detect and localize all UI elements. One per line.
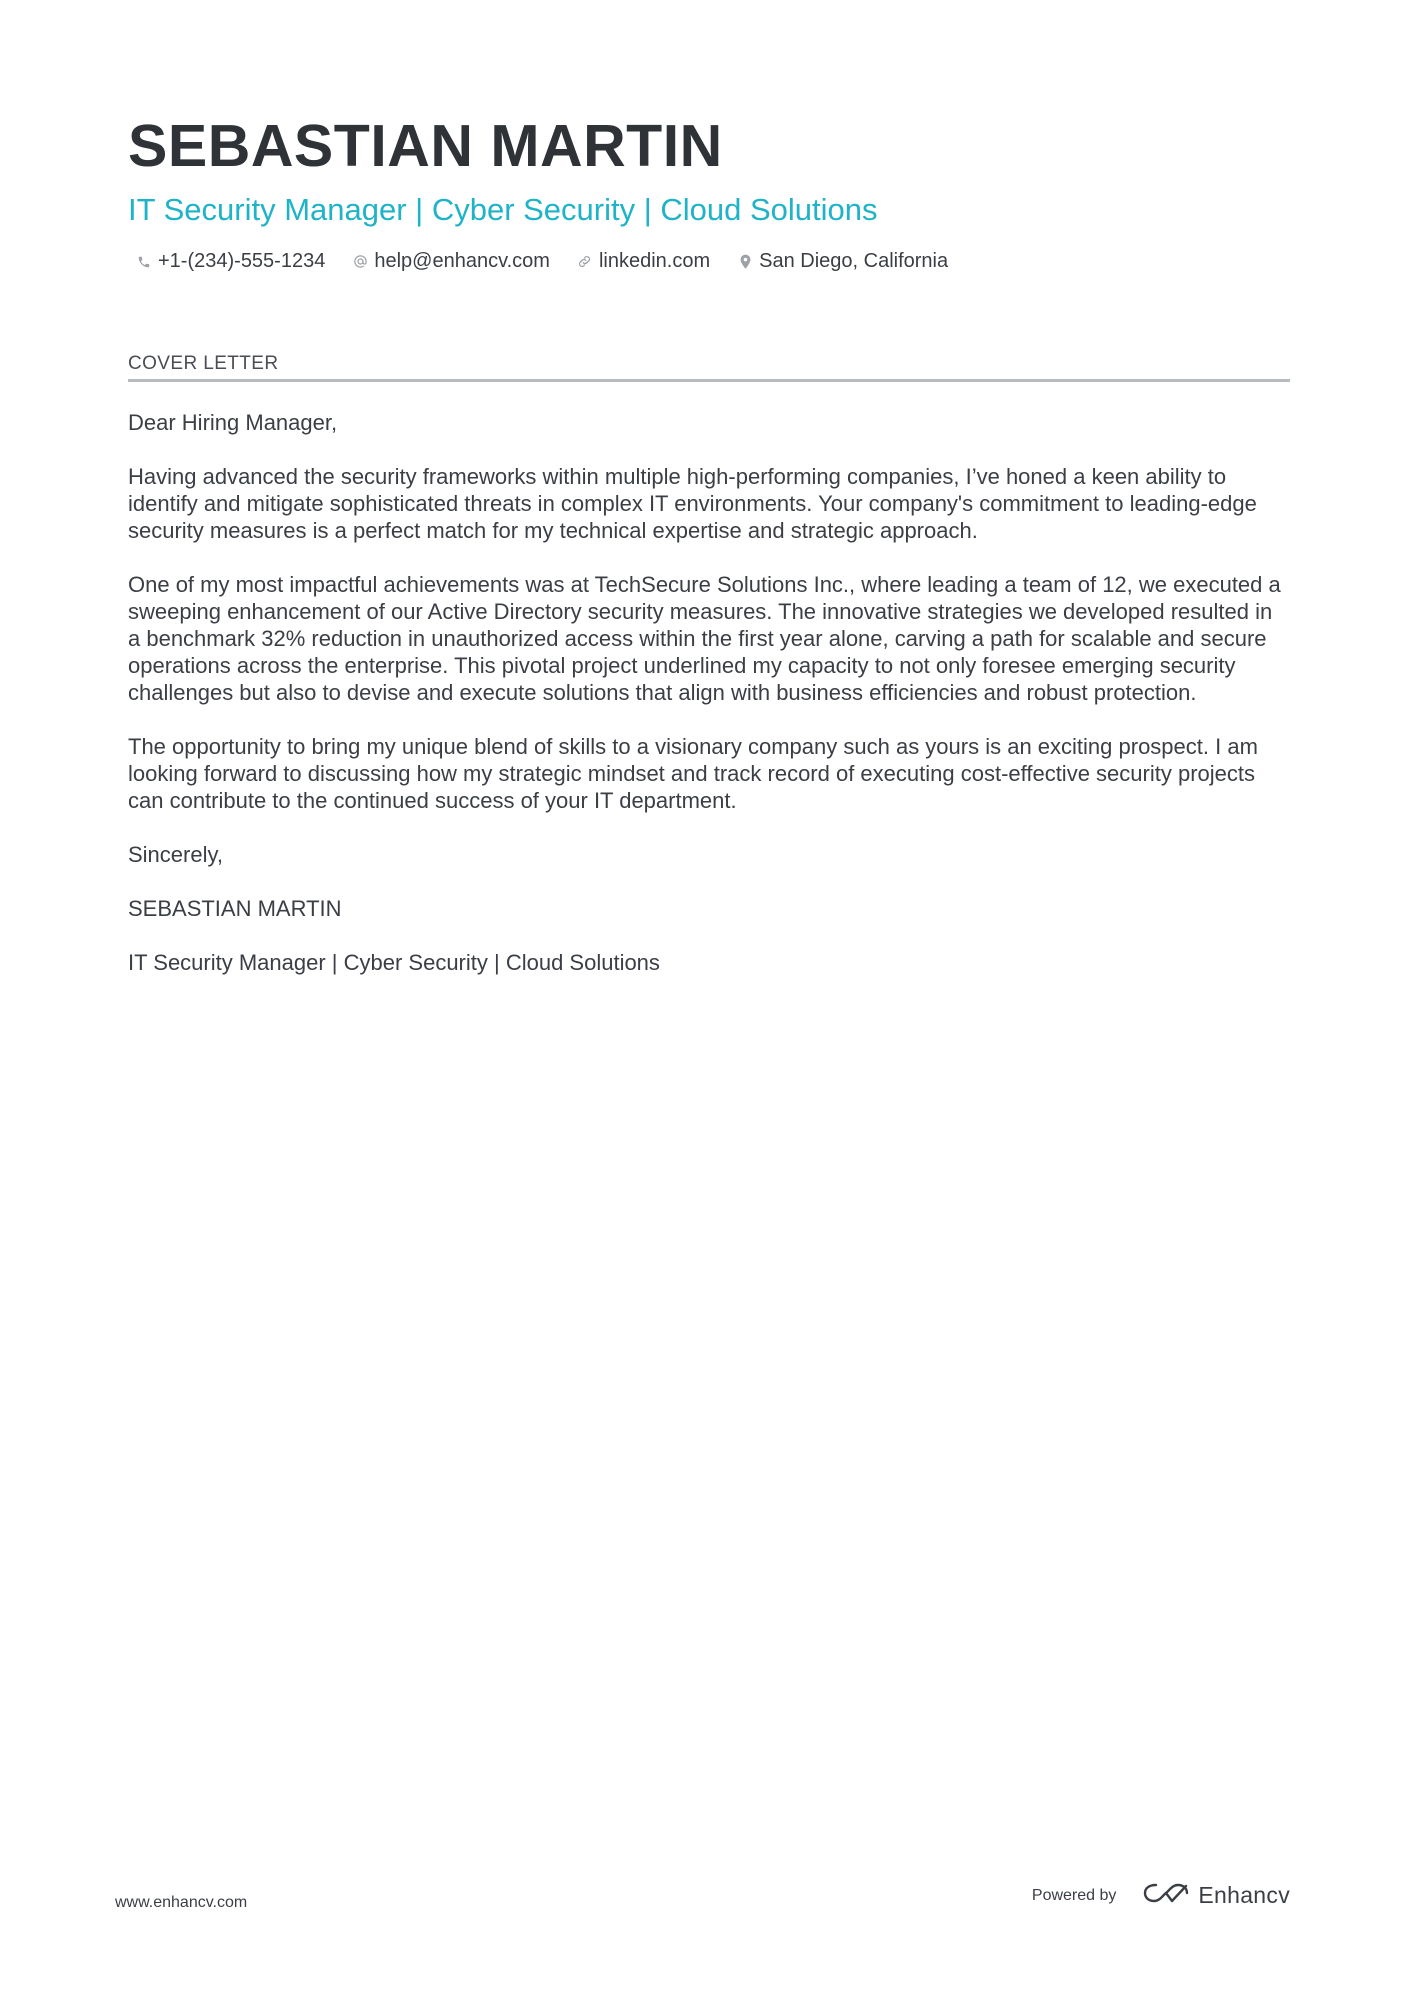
location-pin-icon: [737, 254, 753, 270]
contact-link[interactable]: [577, 250, 710, 273]
signature-name: SEBASTIAN MARTIN: [128, 896, 342, 921]
powered-by-text: Powered by: [1031, 1886, 1117, 1904]
at-icon: [352, 254, 368, 270]
location-text: San Diego, California: [759, 250, 949, 272]
section-title: COVER LETTER: [128, 353, 1290, 382]
email-text[interactable]: help@enhancv.com: [374, 250, 550, 272]
link-text[interactable]: linkedin.com: [598, 250, 711, 272]
enhancv-logo-icon: [1142, 1880, 1190, 1911]
phone-text: +1-(234)-555-1234: [158, 250, 326, 272]
link-icon: [577, 254, 593, 270]
contact-phone: [136, 250, 325, 273]
footer-website[interactable]: www.enhancv.com: [115, 1894, 248, 1911]
applicant-headline: IT Security Manager | Cyber Security | Cloud Solutions: [128, 192, 878, 227]
letter-closing: Sincerely,: [128, 842, 223, 867]
letter-paragraph: One of my most impactful achievements was at TechSecure Solutions Inc., where leading a team of 12, we executed a sweeping enhancement of our Active Directory security measures. The innovative strategies we developed resulted in a benchmark 32% reduction in unauthorized access within the first year alone, carving a path for scalable and secure operations across the enterprise. This pivotal project underlined my capacity to not only foresee emerging security challenges but also to devise and execute solutions that align with business efficiencies and robust protection.: [128, 572, 1281, 705]
letter-greeting: Dear Hiring Manager,: [128, 410, 338, 435]
brand-name: Enhancv: [1198, 1882, 1290, 1908]
applicant-name: SEBASTIAN MARTIN: [128, 113, 723, 179]
footer-branding: [1032, 1880, 1290, 1911]
contact-email[interactable]: [352, 250, 550, 273]
signature-title: IT Security Manager | Cyber Security | Cloud Solutions: [128, 950, 660, 975]
contact-location: [737, 250, 948, 273]
brand-logo[interactable]: [1142, 1880, 1290, 1911]
phone-icon: [136, 254, 152, 270]
letter-paragraph: Having advanced the security frameworks within multiple high-performing companies, I’ve honed a keen ability to identify and mitigate sophisticated threats in complex IT environments. Your company's commitment to leading-edge security measures is a perfect match for my technical expertise and strategic approach.: [128, 464, 1257, 543]
letter-paragraph: The opportunity to bring my unique blend of skills to a visionary company such as yours is an exciting prospect. I am looking forward to discussing how my strategic mindset and track record of executing cost-effective security projects can contribute to the continued success of your IT department.: [128, 734, 1258, 813]
cover-letter-page: [128, 112, 1290, 1003]
contact-bar: [128, 250, 1290, 273]
letter-body: [128, 409, 1290, 976]
